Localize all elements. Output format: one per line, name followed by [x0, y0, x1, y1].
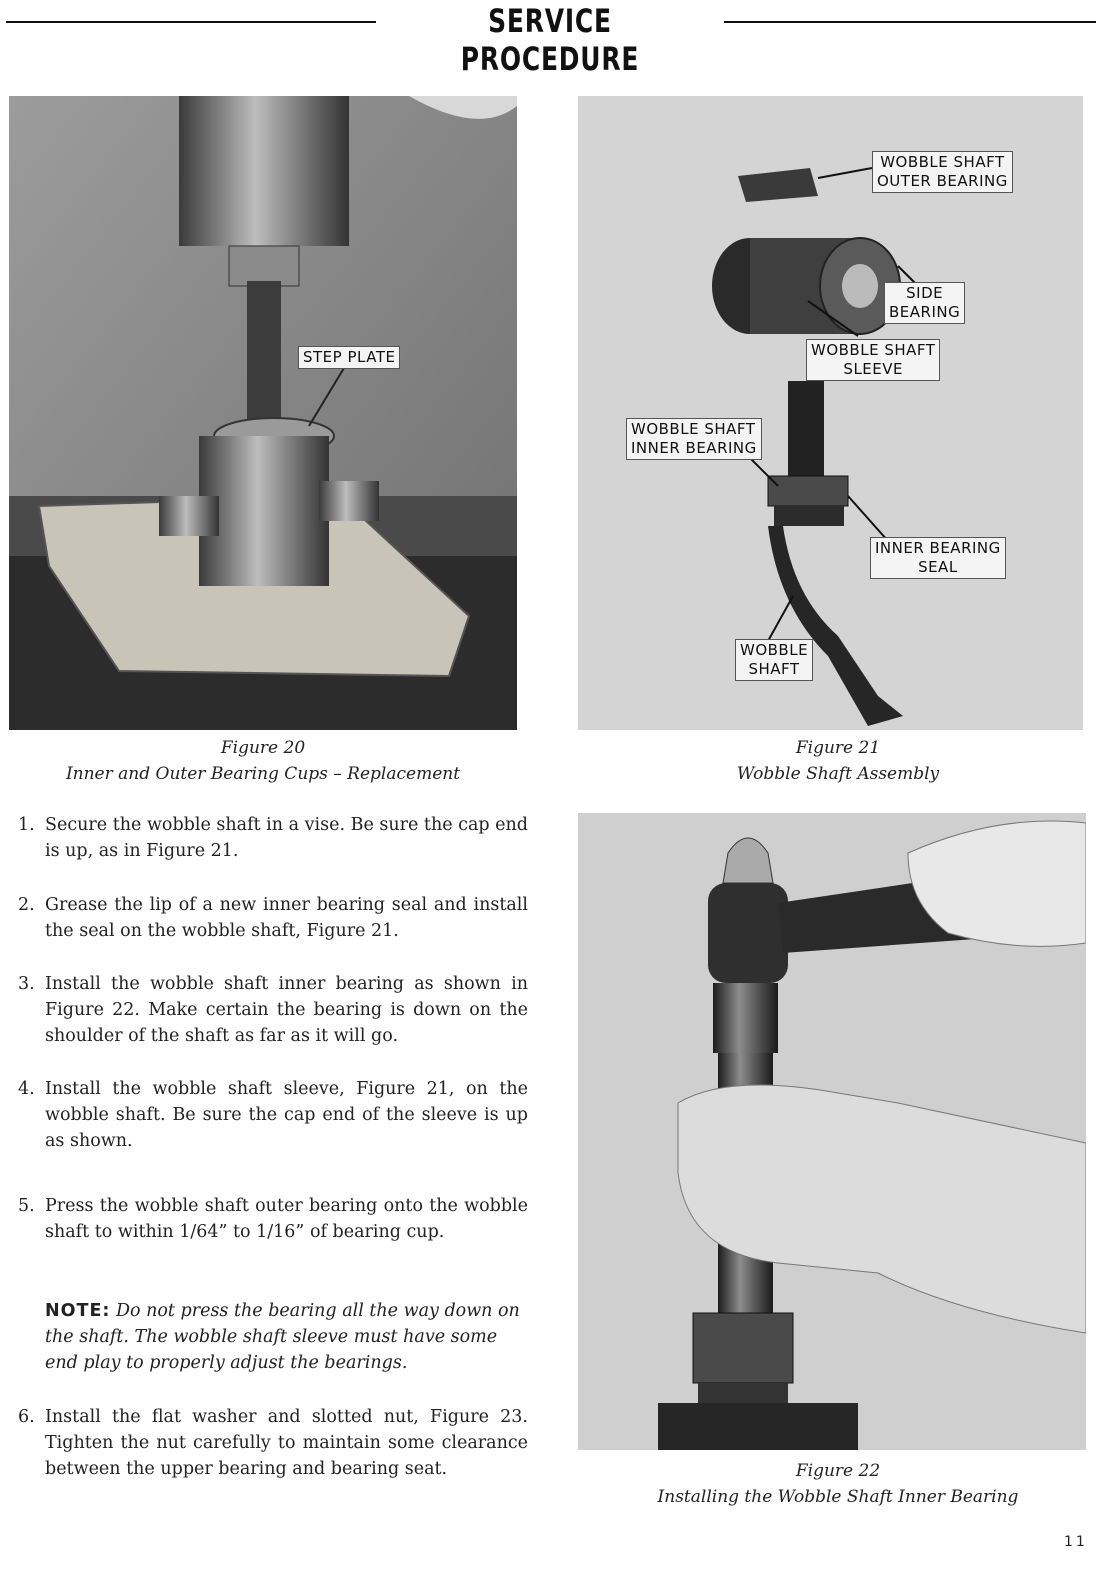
callout-wobble-shaft-sleeve: WOBBLE SHAFT SLEEVE: [806, 339, 940, 381]
step-text: Install the wobble shaft sleeve, Figure 21, on the wobble shaft. Be sure the cap end of the sleeve is up as shown.: [45, 1079, 528, 1151]
step-2: [18, 892, 528, 944]
figure-20-title: Inner and Outer Bearing Cups – Replacement: [65, 764, 461, 784]
step-number: 2.: [18, 895, 35, 915]
callout-inner-bearing-seal: INNER BEARING SEAL: [870, 537, 1006, 579]
figure-22-photo: [578, 813, 1086, 1450]
step-number: 1.: [18, 815, 35, 835]
step-3: [18, 971, 528, 1049]
page-title: SERVICE PROCEDURE: [460, 2, 640, 78]
step-number: 5.: [18, 1196, 35, 1216]
note-label: NOTE:: [45, 1301, 111, 1321]
step-number: 6.: [18, 1407, 35, 1427]
step-1: [18, 812, 528, 864]
header-rule-left: [6, 21, 376, 23]
figure-20-caption: [9, 735, 517, 787]
figure-22-illustration: [578, 813, 1086, 1450]
step-6: [18, 1404, 528, 1482]
note-block: [45, 1298, 523, 1376]
step-text: Install the wobble shaft inner bearing as shown in Figure 22. Make certain the bearing is down on the shoulder of the shaft as far as it will go.: [45, 974, 528, 1046]
step-4: [18, 1076, 528, 1154]
note-text: Do not press the bearing all the way down on the shaft. The wobble shaft sleeve must have some end play to properly adjust the bearings.: [45, 1301, 520, 1373]
step-text: Press the wobble shaft outer bearing onto the wobble shaft to within 1/64” to 1/16” of bearing cup.: [45, 1196, 528, 1242]
callout-wobble-shaft-inner-bearing: WOBBLE SHAFT INNER BEARING: [626, 418, 762, 460]
step-text: Grease the lip of a new inner bearing seal and install the seal on the wobble shaft, Figure 21.: [45, 895, 528, 941]
step-text: Secure the wobble shaft in a vise. Be sure the cap end is up, as in Figure 21.: [45, 815, 528, 861]
figure-20-number: Figure 20: [220, 738, 306, 758]
header-rule-right: [724, 21, 1096, 23]
step-number: 3.: [18, 974, 35, 994]
figure-20-illustration: [9, 96, 517, 730]
figure-22-caption: [578, 1458, 1098, 1510]
step-text: Install the flat washer and slotted nut, Figure 23. Tighten the nut carefully to maintain some clearance between the upper bearing and bearing seat.: [45, 1407, 528, 1479]
callout-wobble-shaft: WOBBLE SHAFT: [735, 639, 813, 681]
callout-step-plate: STEP PLATE: [298, 346, 400, 369]
callout-wobble-shaft-outer-bearing: WOBBLE SHAFT OUTER BEARING: [872, 151, 1013, 193]
figure-21-title: Wobble Shaft Assembly: [736, 764, 940, 784]
page-header: [0, 0, 1103, 78]
step-number: 4.: [18, 1079, 35, 1099]
figure-21-photo: [578, 96, 1083, 730]
figure-21-number: Figure 21: [795, 738, 881, 758]
figure-21-caption: [578, 735, 1098, 787]
callout-side-bearing: SIDE BEARING: [884, 282, 965, 324]
figure-22-number: Figure 22: [795, 1461, 881, 1481]
page-number: 11: [1064, 1534, 1088, 1550]
step-5: [18, 1193, 528, 1245]
figure-20-photo: [9, 96, 517, 730]
figure-22-title: Installing the Wobble Shaft Inner Bearing: [657, 1487, 1019, 1507]
